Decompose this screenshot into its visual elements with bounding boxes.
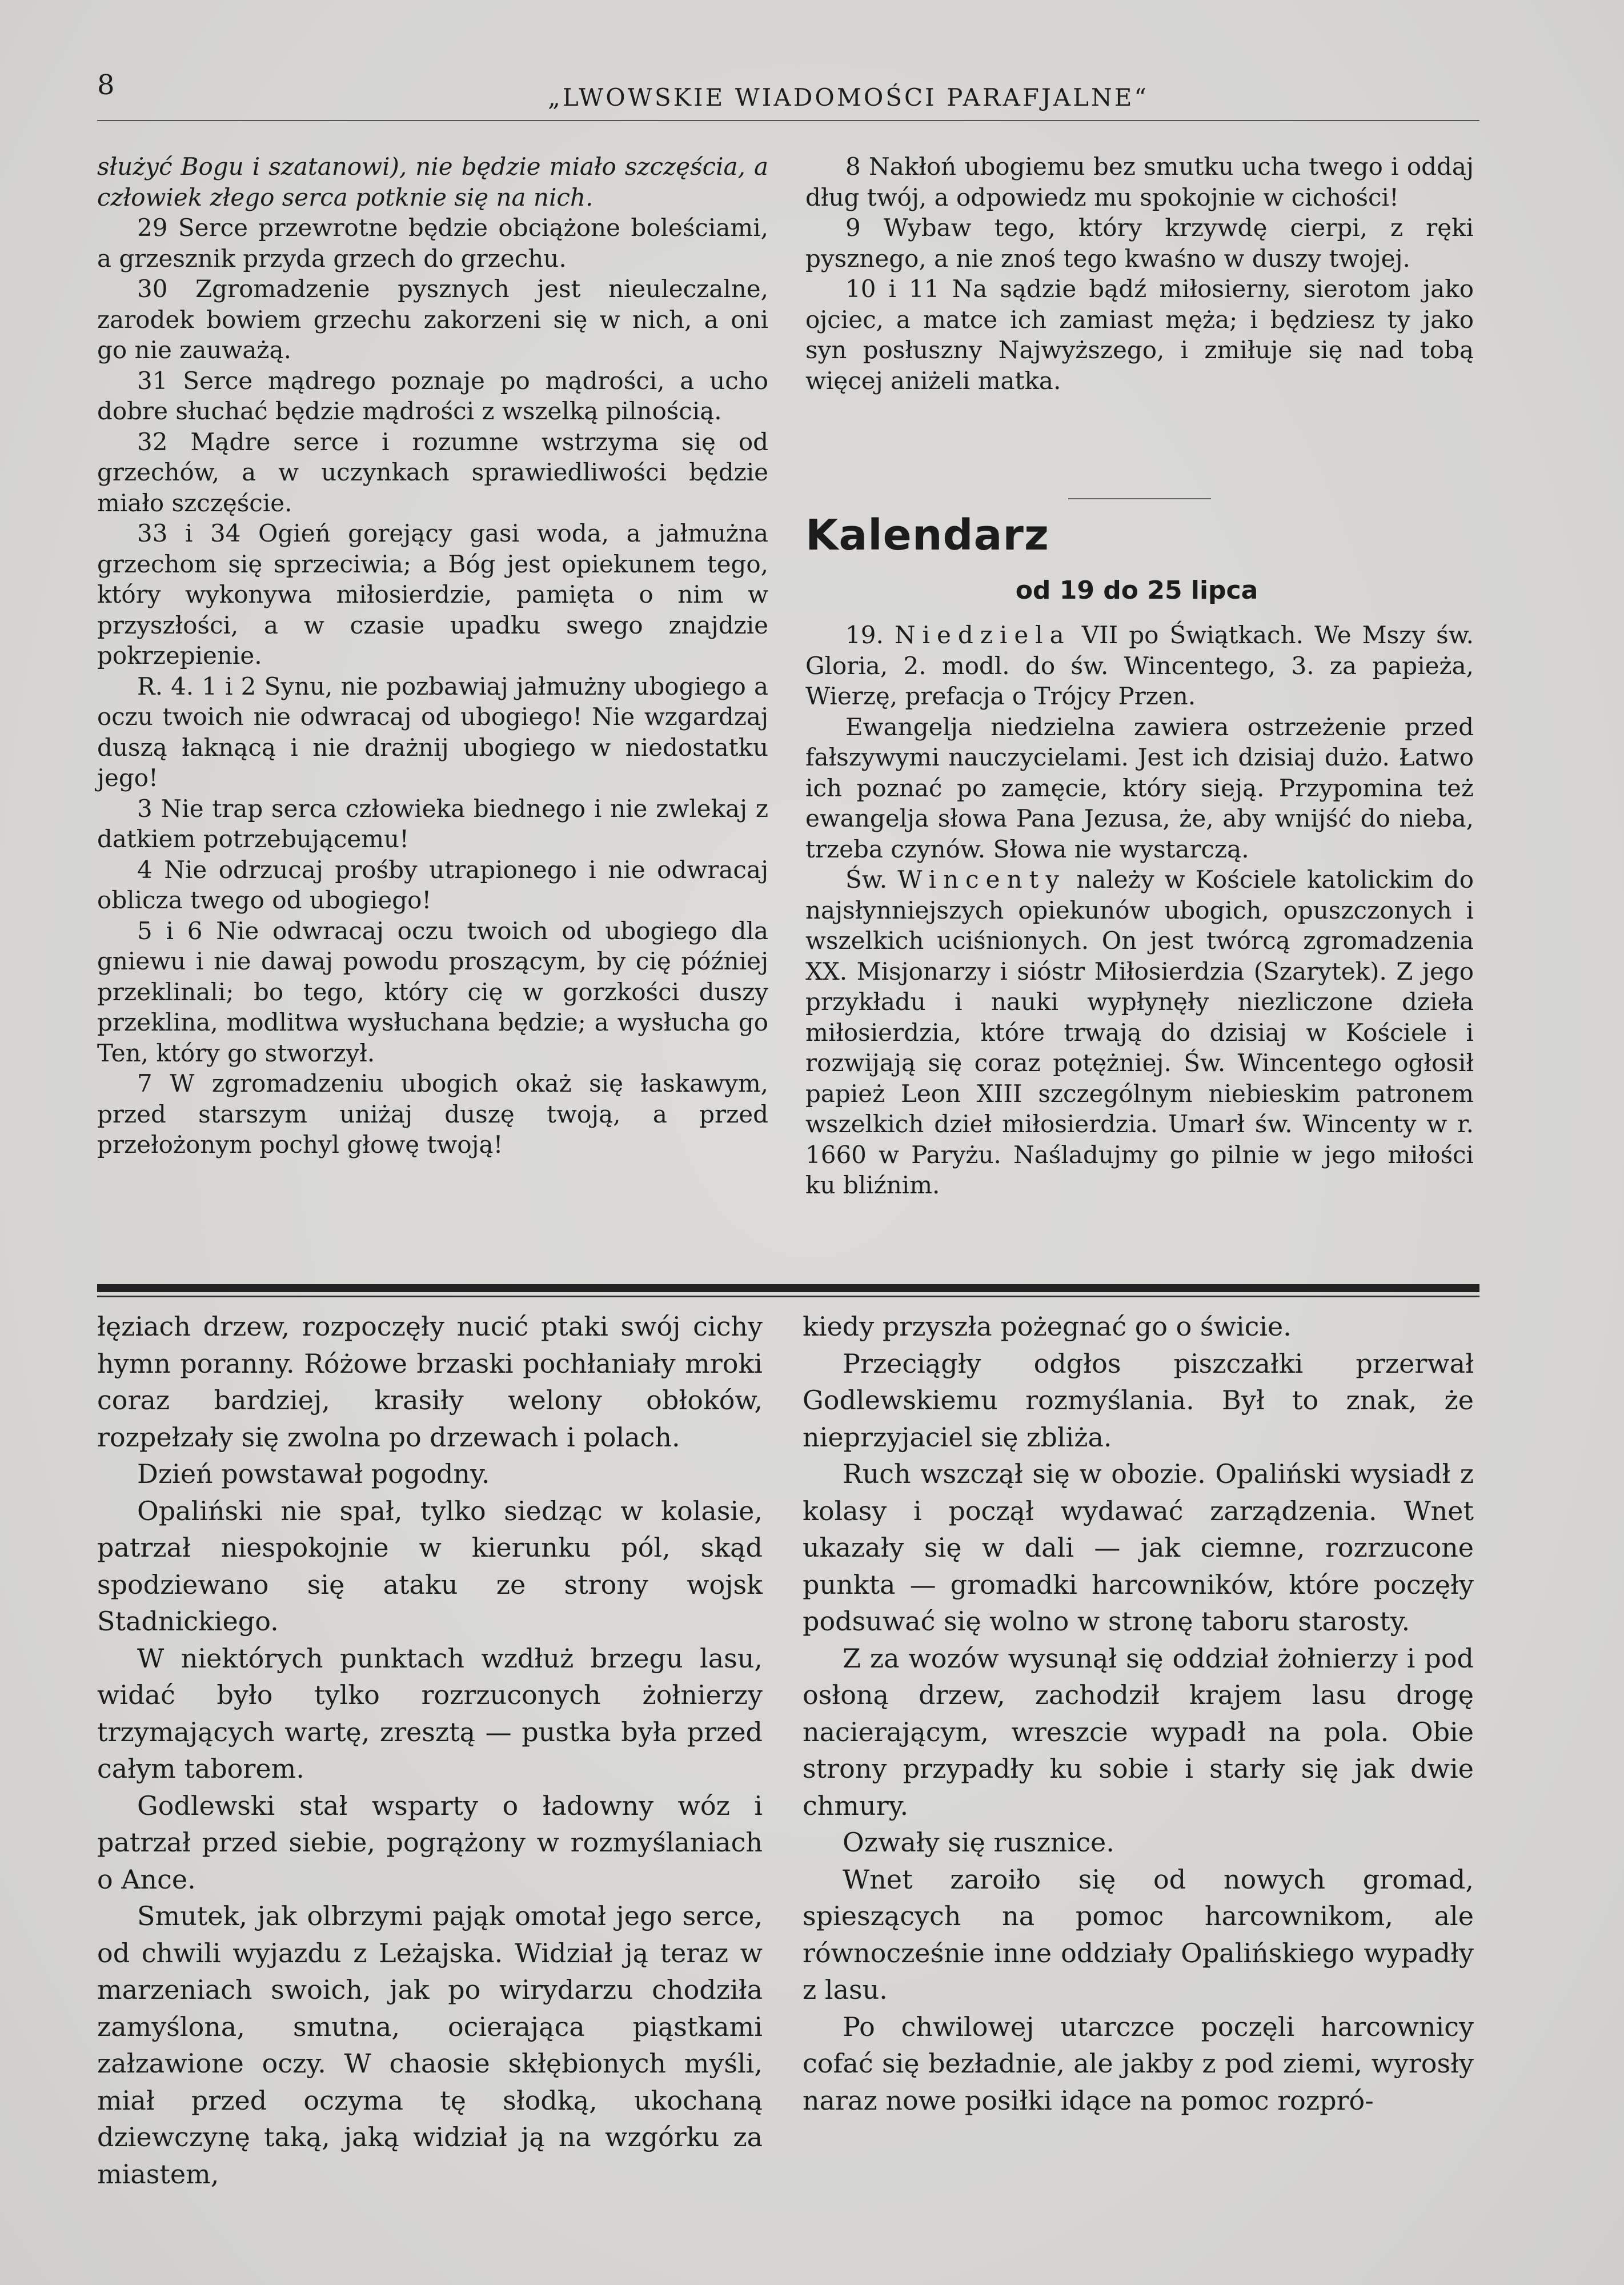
story-paragraph: Ruch wszczął się w obozie. Opaliński wysiadł z kolasy i począł wydawać zarządzenia. Wnet ukazały się w dali — jak ciemne, rozrzucone punkta — gromadki harcowników, które poczęły podsuwać się wolno w stronę taboru starosty.	[803, 1458, 1474, 1637]
verse-paragraph: 7 W zgromadzeniu ubogich okaż się łaskawym, przed starszym uniżaj duszę twoją, a przed przełożonym pochyl głowę twoją!	[97, 1069, 768, 1158]
calendar-text: należy w Kościele katolickim do najsłynniejszych opiekunów ubogich, opuszczonych i wszelkich uciśnionych. On jest twórcą zgromadzenia XX. Misjonarzy i sióstr Miłosierdzia (Szarytek). Z jego przykładu i nauki wypłynęły niezliczone dzieła miłosierdzia, które trwają do dzisiaj w Kościele i rozwijają się coraz potężniej. Św. Wincentego ogłosił papież Leon XIII szczególnym niebieskim patronem wszelkich dzieł miłosierdzia. Umarł św. Wincenty w r. 1660 w Paryżu. Naśladujmy go pilnie w jego miłości ku bliźnim.	[805, 865, 1474, 1199]
story-column-left	[97, 1308, 763, 2192]
verse-paragraph: 30 Zgromadzenie pysznych jest nieuleczalne, zarodek bowiem grzechu zakorzeni się w nich, a oni go nie zauważą.	[97, 275, 768, 364]
story-paragraph: Po chwilowej utarczce poczęli harcownicy cofać się bezładnie, ale jakby z pod ziemi, wyrosły naraz nowe posiłki idące na pomoc rozpró-	[803, 2011, 1474, 2116]
verse-paragraph: 4 Nie odrzucaj prośby utrapionego i nie odwracaj oblicza twego od ubogiego!	[97, 855, 768, 914]
calendar-column	[805, 620, 1474, 1201]
story-paragraph: Wnet zaroiło się od nowych gromad, spieszących na pomoc harcownikom, ale równocześnie inne oddziały Opalińskiego wypadły z lasu.	[803, 1863, 1474, 2005]
story-paragraph: Dzień powstawał pogodny.	[137, 1458, 490, 1489]
page-number: 8	[97, 69, 115, 101]
section-separator	[1068, 498, 1211, 499]
story-paragraph: kiedy przyszła pożegnać go o świcie.	[803, 1311, 1292, 1342]
section-rule-thin	[97, 1296, 1479, 1297]
verse-paragraph: 9 Wybaw tego, który krzywdę cierpi, z ręki pysznego, a nie znoś tego kwaśno w duszy twojej.	[805, 214, 1474, 272]
story-paragraph: Z za wozów wysunął się oddział żołnierzy i pod osłoną drzew, zachodził krajem lasu drogę nacierającym, wreszcie wypadł na pola. Obie strony przypadły ku sobie i starły się jak dwie chmury.	[803, 1642, 1474, 1821]
scripture-column-left	[97, 151, 768, 1160]
section-rule-thick	[97, 1284, 1479, 1292]
calendar-day-name: Niedziela	[894, 621, 1071, 649]
verse-paragraph: R. 4. 1 i 2 Synu, nie pozbawiaj jałmużny ubogiego a oczu twoich nie odwracaj od ubogiego! Nie wzgardzaj duszą łaknącą i nie drażnij ubogiego w niedostatku jego!	[97, 672, 768, 792]
verse-paragraph: 32 Mądre serce i rozumne wstrzyma się od grzechów, a w uczynkach sprawiedliwości będzie miało szczęście.	[97, 427, 768, 517]
calendar-text: Św.	[845, 865, 888, 893]
verse-paragraph: 10 i 11 Na sądzie bądź miłosierny, sierotom jako ojciec, a matce ich zamiast męża; i będziesz ty jako syn posłuszny Najwyższego, i zmiłuje się nad tobą więcej aniżeli matka.	[805, 275, 1474, 395]
story-paragraph: Godlewski stał wsparty o ładowny wóz i patrzał przed siebie, pogrążony w rozmyślaniach o Ance.	[97, 1790, 763, 1895]
story-paragraph: Opaliński nie spał, tylko siedząc w kolasie, patrzał niespokojnie w kierunku pól, skąd spodziewano się ataku ze strony wojsk Stadnickiego.	[97, 1495, 763, 1637]
calendar-title: Kalendarz	[805, 511, 1049, 560]
story-paragraph: Ozwały się rusznice.	[843, 1827, 1114, 1858]
calendar-text: VII po Świątkach. We Mszy św. Gloria, 2. modl. do św. Wincentego, 3. za papieża, Wierzę, prefacja o Trójcy Przen.	[805, 621, 1474, 710]
story-column-right	[803, 1308, 1474, 2119]
calendar-paragraph	[805, 620, 1474, 712]
calendar-paragraph: Ewangelja niedzielna zawiera ostrzeżenie przed fałszywymi nauczycielami. Jest ich dzisiaj dużo. Łatwo ich poznać po zamęcie, który sieją. Przypomina też ewangelja słowa Pana Jezusa, że, aby wnijść do nieba, trzeba czynów. Słowa nie wystarczą.	[805, 712, 1474, 863]
calendar-subtitle: od 19 do 25 lipca	[1015, 576, 1258, 605]
header-rule	[97, 120, 1479, 121]
story-paragraph: łęziach drzew, rozpoczęły nucić ptaki swój cichy hymn poranny. Różowe brzaski pochłaniały mroki coraz bardziej, krasiły welony obłoków, rozpełzały się zwolna po drzewach i polach.	[97, 1311, 763, 1453]
verse-paragraph: 3 Nie trap serca człowieka biednego i nie zwlekaj z datkiem potrzebującemu!	[97, 794, 768, 853]
verse-paragraph: 33 i 34 Ogień gorejący gasi woda, a jałmużna grzechom się sprzeciwia; a Bóg jest opiekunem tego, który wykonywa miłosierdzie, pamięta o nim w przyszłości, a w czasie upadku swego znajdzie pokrzepienie.	[97, 519, 768, 670]
running-title: „LWOWSKIE WIADOMOŚCI PARAFJALNE“	[548, 83, 1149, 111]
verse-paragraph: 5 i 6 Nie odwracaj oczu twoich od ubogiego dla gniewu i nie dawaj powodu proszącym, by cię później przeklinali; bo tego, który cię w gorzkości duszy przeklina, modlitwa wysłuchana będzie; a wysłucha go Ten, który go stworzył.	[97, 916, 768, 1067]
saint-name: Wincenty	[897, 865, 1066, 893]
verse-paragraph: 31 Serce mądrego poznaje po mądrości, a ucho dobre słuchać będzie mądrości z wszelką pilnością.	[97, 366, 768, 425]
story-paragraph: W niektórych punktach wzdłuż brzegu lasu, widać było tylko rozrzuconych żołnierzy trzymających wartę, zresztą — pustka była przed całym taborem.	[97, 1642, 763, 1784]
calendar-date: 19.	[845, 621, 884, 649]
verse-paragraph: 8 Nakłoń ubogiemu bez smutku ucha twego i oddaj dług twój, a odpowiedz mu spokojnie w cichości!	[805, 153, 1474, 211]
story-paragraph: Przeciągły odgłos piszczałki przerwał Godlewskiemu rozmyślania. Był to znak, że nieprzyjaciel się zbliża.	[803, 1348, 1474, 1453]
scripture-column-right	[805, 151, 1474, 396]
story-paragraph: Smutek, jak olbrzymi pająk omotał jego serce, od chwili wyjazdu z Leżajska. Widział ją teraz w marzeniach swoich, jak po wirydarzu chodziła zamyślona, smutna, ocierająca piąstkami załzawione oczy. W chaosie skłębionych myśli, miał przed oczyma tę słodką, ukochaną dziewczynę taką, jaką widział ją na wzgórku za miastem,	[97, 1901, 763, 2190]
verse-paragraph: służyć Bogu i szatanowi), nie będzie miało szczęścia, a człowiek złego serca potknie się na nich.	[97, 153, 768, 211]
calendar-paragraph	[805, 864, 1474, 1201]
verse-paragraph: 29 Serce przewrotne będzie obciążone boleściami, a grzesznik przyda grzech do grzechu.	[97, 214, 768, 272]
